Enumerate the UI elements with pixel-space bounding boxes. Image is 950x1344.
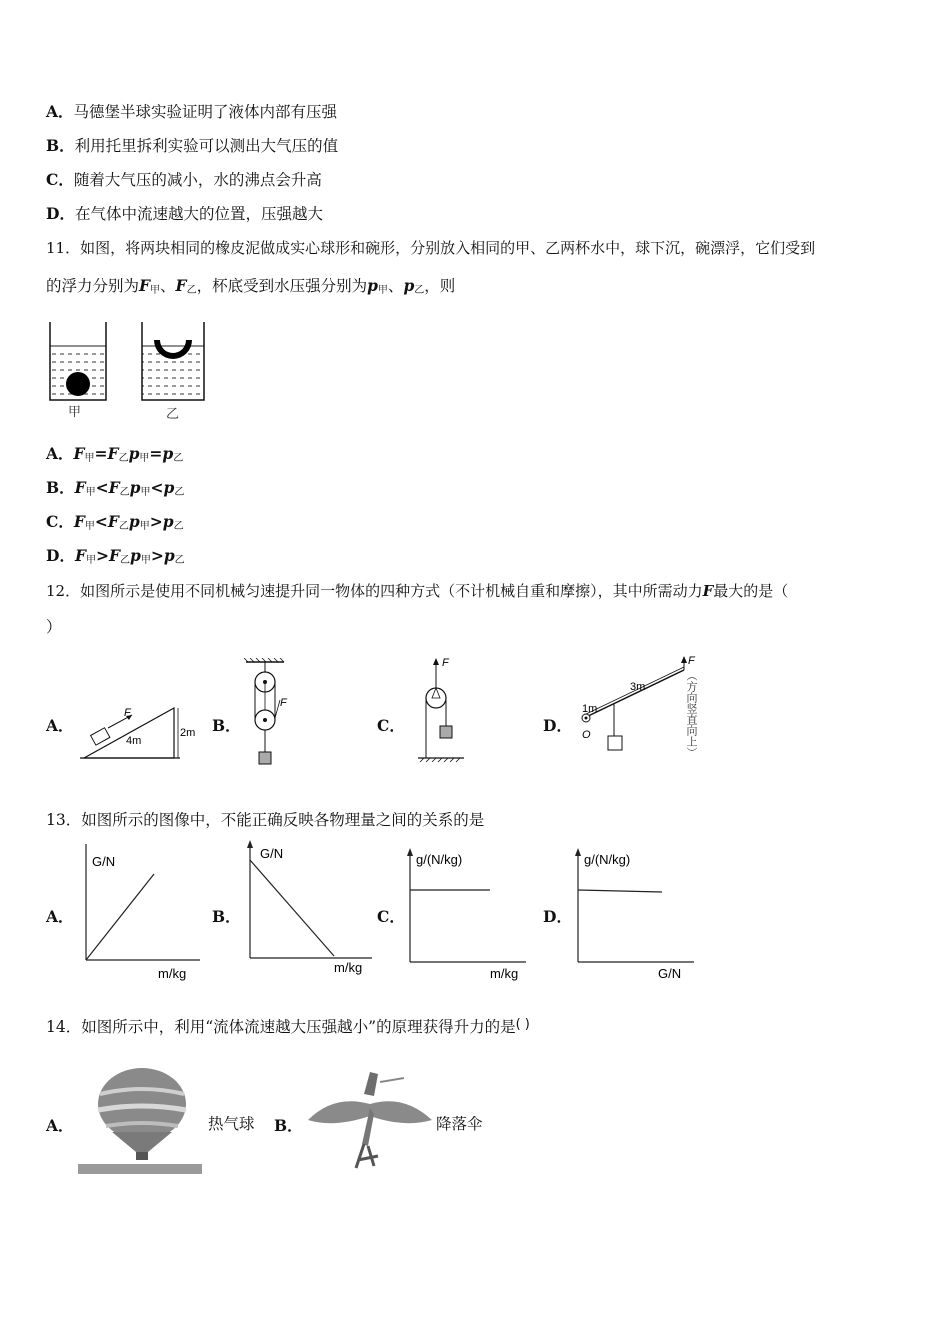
- q10-option-d: D．在气体中流速越大的位置，压强越大: [46, 204, 323, 223]
- ylabel: G/N: [92, 854, 116, 869]
- weight: [608, 736, 622, 750]
- line-constant: [578, 890, 662, 892]
- svg-text:F: F: [124, 707, 131, 719]
- line-decreasing: [250, 860, 334, 956]
- label-yi: 乙: [166, 406, 180, 421]
- q11-option-b: B．$F_甲<F_乙p_甲<p_乙$: [46, 478, 185, 498]
- q11-option-a: A．$F_甲=F_乙p_甲=p_乙$: [46, 444, 184, 464]
- q13-graph-a: [78, 840, 208, 986]
- xlabel: m/kg: [490, 966, 519, 981]
- q14-stem: 14．如图所示中，利用“流体流速越大压强越小”的原理获得升力的是( ): [46, 1017, 530, 1036]
- q13-graph-d: [570, 844, 700, 984]
- svg-text:1m: 1m: [582, 703, 598, 715]
- q11-option-c: C．$F_甲<F_乙p_甲>p_乙$: [46, 512, 184, 532]
- xlabel: m/kg: [334, 960, 363, 975]
- q12-fig-d-direction-note: （方向竖直向上）: [685, 670, 698, 758]
- cup-yi: [142, 322, 204, 400]
- ylabel: g/(N/kg): [416, 852, 463, 867]
- svg-text:F: F: [688, 656, 695, 667]
- q11-option-d: D．$F_甲>F_乙p_甲>p_乙$: [46, 546, 185, 566]
- q13-graph-c: [402, 844, 532, 984]
- q12-fig-a-incline: [80, 700, 200, 762]
- line-proportional: [86, 874, 154, 960]
- q12-stem-line2: ）: [46, 618, 62, 636]
- cup-jia: [50, 322, 106, 400]
- q10-option-a: A．马德堡半球实验证明了液体内部有压强: [46, 102, 338, 121]
- svg-text:3m: 3m: [630, 681, 646, 693]
- q10-option-b: B．利用托里拆利实验可以测出大气压的值: [46, 136, 339, 155]
- xlabel: G/N: [658, 966, 682, 981]
- weight: [259, 752, 271, 764]
- q14-hot-air-balloon-image: [78, 1064, 206, 1180]
- svg-text:F: F: [280, 697, 287, 709]
- q12-label-b: B．: [212, 716, 241, 735]
- weight: [440, 726, 452, 738]
- label-jia: 甲: [68, 404, 82, 419]
- q12-fig-b-pulley-block: [240, 658, 300, 770]
- q13-label-b: B．: [212, 907, 241, 926]
- q12-label-d: D．: [543, 716, 572, 735]
- q13-stem: 13．如图所示的图像中，不能正确反映各物理量之间的关系的是: [46, 811, 485, 829]
- svg-text:2m: 2m: [180, 727, 196, 739]
- q12-fig-c-single-pulley: [414, 654, 474, 766]
- solid-ball: [66, 372, 90, 396]
- q14-parachute-image: [304, 1064, 436, 1180]
- q13-label-d: D．: [543, 907, 572, 926]
- ylabel: G/N: [260, 846, 284, 861]
- q14-label-b: B．: [274, 1116, 303, 1135]
- q14-option-a-text: 热气球: [208, 1115, 255, 1133]
- q13-label-c: C．: [377, 907, 405, 926]
- q12-stem-line1: 12．如图所示是使用不同机械匀速提升同一物体的四种方式（不计机械自重和摩擦），其中所需动力F最大的是（: [46, 582, 789, 600]
- block: [91, 728, 110, 745]
- q11-cups-figure: [44, 318, 214, 426]
- q12-label-a: A．: [46, 716, 74, 735]
- q11-stem-line1: 11．如图，将两块相同的橡皮泥做成实心球形和碗形，分别放入相同的甲、乙两杯水中，球下沉，碗漂浮，它们受到: [46, 239, 816, 257]
- q13-graph-b: [242, 838, 382, 984]
- q12-label-c: C．: [377, 716, 405, 735]
- q14-label-a: A．: [46, 1116, 74, 1135]
- svg-text:4m: 4m: [126, 735, 142, 747]
- q14-option-b-text: 降落伞: [436, 1115, 483, 1133]
- q10-option-c: C．随着大气压的减小，水的沸点会升高: [46, 170, 322, 189]
- ylabel: g/(N/kg): [584, 852, 631, 867]
- q11-stem-line2: 的浮力分别为$F_甲$、$F_乙$，杯底受到水压强分别为$p_甲$、$p_乙$，则: [46, 276, 456, 296]
- q13-label-a: A．: [46, 907, 74, 926]
- svg-text:F: F: [442, 657, 449, 669]
- svg-text:O: O: [582, 729, 591, 741]
- xlabel: m/kg: [158, 966, 187, 981]
